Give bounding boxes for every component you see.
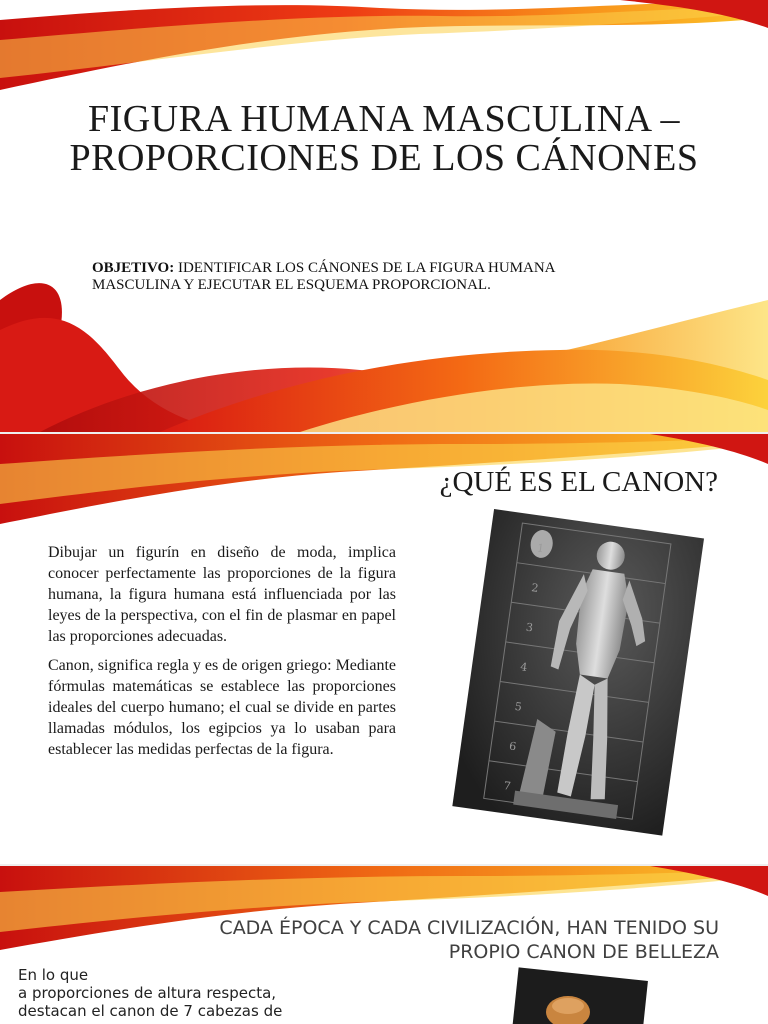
objective-label: OBJETIVO: — [92, 260, 175, 276]
slide-canon — [0, 434, 768, 864]
slide-epochs — [0, 866, 768, 1024]
module-number: 1 — [536, 541, 545, 556]
epochs-body-text: En lo que a proporciones de altura respecta, destacan el canon de 7 cabezas de — [18, 966, 283, 1020]
statue-module-numbers — [0, 434, 768, 864]
objective-body: IDENTIFICAR LOS CÁNONES DE LA FIGURA HUMANA MASCULINA Y EJECUTAR EL ESQUEMA PROPORCIONAL. — [92, 260, 555, 293]
module-number: 6 — [508, 739, 518, 754]
paragraph: Canon, significa regla y es de origen griego: Mediante fórmulas matemáticas se establece las proporciones ideales del cuerpo humano; el cual se divide en partes llamadas módulos, los egipcios ya lo usaban para establecer las medidas perfectas de la figura. — [48, 657, 396, 758]
page-title: FIGURA HUMANA MASCULINA – PROPORCIONES DE LOS CÁNONES — [69, 98, 699, 179]
paragraph: Dibujar un figurín en diseño de moda, implica conocer perfectamente las proporciones de la figura humana, la figura humana está influenciada por las leyes de la perspectiva, con el fin de plasmar en papel las proporciones adecuadas. — [48, 544, 396, 645]
objective-text — [92, 260, 612, 294]
module-number: 7 — [502, 779, 512, 793]
section-heading: CADA ÉPOCA Y CADA CIVILIZACIÓN, HAN TENIDO SU PROPIO CANON DE BELLEZA — [219, 917, 719, 963]
slide-title — [0, 0, 768, 432]
section-heading: ¿QUÉ ES EL CANON? — [439, 466, 718, 498]
module-number: 5 — [513, 699, 523, 714]
module-number: 4 — [519, 660, 529, 675]
module-number: 2 — [530, 581, 540, 595]
top-wave-decoration — [0, 0, 768, 432]
sculpture-thumbnail — [0, 866, 768, 1024]
module-number: 3 — [525, 620, 534, 635]
